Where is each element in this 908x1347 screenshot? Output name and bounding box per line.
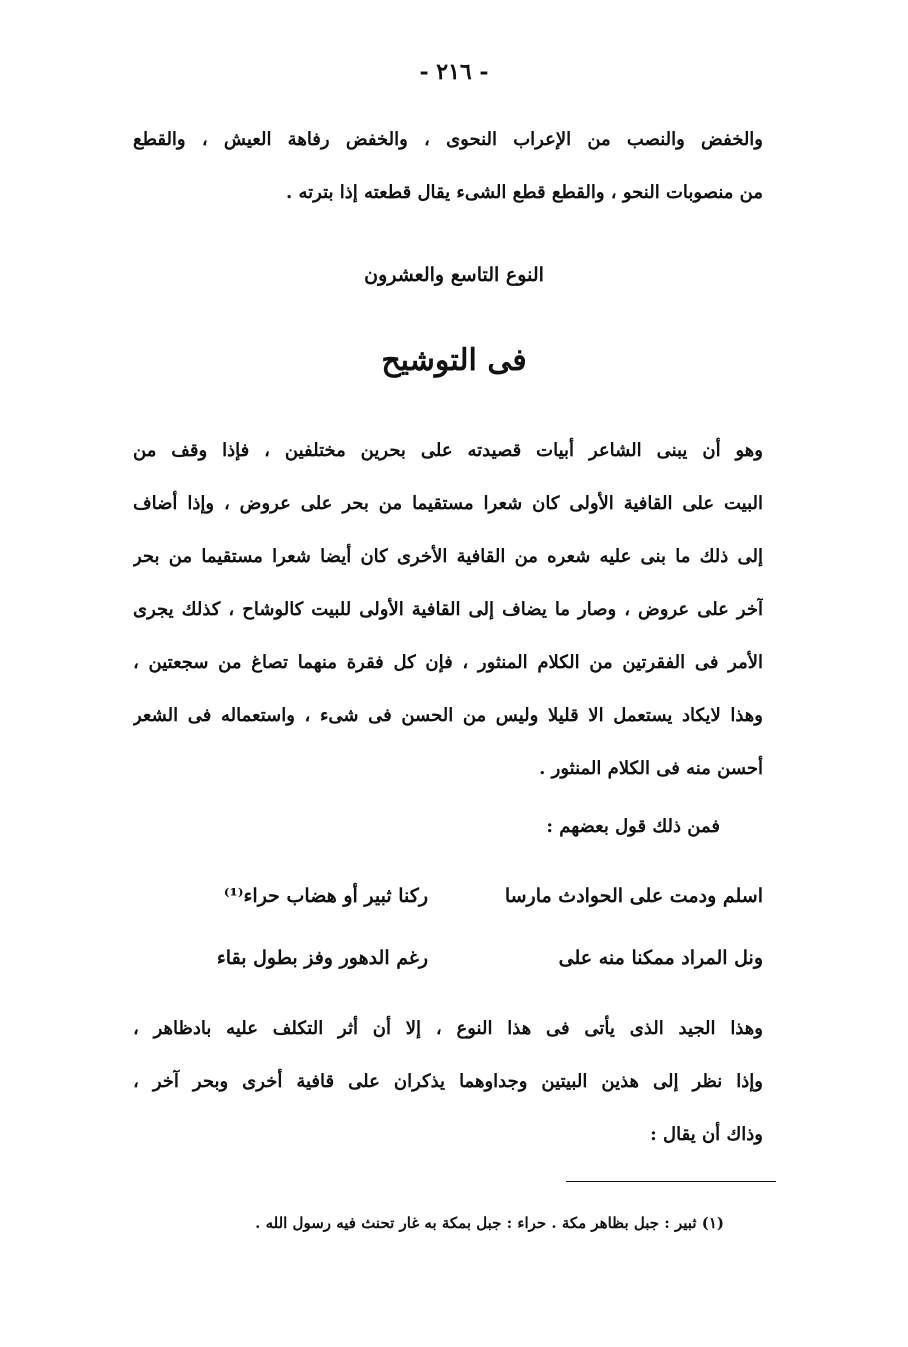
body-line-3: إلى ذلك ما بنى عليه شعره من القافية الأخرى كان أيضا شعرا مستقيما من بحر <box>133 546 763 567</box>
section-heading: فى التوشيح <box>381 343 527 378</box>
verse-2 <box>133 938 763 978</box>
closing-line-2: وإذا نظر إلى هذين البيتين وجداوهما يذكران على قافية أخرى وبحر آخر ، <box>133 1071 763 1092</box>
opening-line-1: والخفض والنصب من الإعراب النحوى ، والخفض رفاهة العيش ، والقطع <box>133 129 763 150</box>
section-subheading: النوع التاسع والعشرون <box>364 264 544 286</box>
closing-line-3: وذاك أن يقال : <box>650 1124 763 1145</box>
verse-1-second-hemistich: ركنا ثبير أو هضاب حراء⁽¹⁾ <box>223 885 428 907</box>
body-line-2: البيت على القافية الأولى كان شعرا مستقيما من بحر على عروض ، وإذا أضاف <box>133 493 763 514</box>
verse-1-first-hemistich: اسلم ودمت على الحوادث مارسا <box>504 885 763 907</box>
body-line-7: أحسن منه فى الكلام المنثور . <box>539 758 763 779</box>
verse-2-second-hemistich: رغم الدهور وفز بطول بقاء <box>216 947 428 969</box>
intro-line: فمن ذلك قول بعضهم : <box>546 816 720 837</box>
body-line-4: آخر على عروض ، وصار ما يضاف إلى القافية الأولى للبيت كالوشاح ، كذلك يجرى <box>133 599 763 620</box>
closing-line-1: وهذا الجيد الذى يأتى فى هذا النوع ، إلا أن أثر التكلف عليه بادظاهر ، <box>133 1018 763 1039</box>
verse-1 <box>133 876 763 916</box>
body-line-5: الأمر فى الفقرتين من الكلام المنثور ، فإن كل فقرة منهما تصاغ من سجعتين ، <box>133 652 763 673</box>
page-number: - ٢١٦ - <box>419 59 489 85</box>
body-line-6: وهذا لايكاد يستعمل الا قليلا وليس من الحسن فى شىء ، واستعماله فى الشعر <box>133 705 763 726</box>
verse-2-first-hemistich: ونل المراد ممكنا منه على <box>558 947 763 969</box>
body-line-1: وهو أن يبنى الشاعر أبيات قصيدته على بحرين مختلفين ، فإذا وقف من <box>133 440 763 461</box>
opening-line-2: من منصوبات النحو ، والقطع قطع الشىء يقال قطعته إذا بترته . <box>285 182 763 203</box>
footnote-separator <box>566 1181 776 1182</box>
footnote: (١) ثبير : جبل بظاهر مكة . حراء : جبل بمكة به غار تحنث فيه رسول الله . <box>255 1214 724 1232</box>
